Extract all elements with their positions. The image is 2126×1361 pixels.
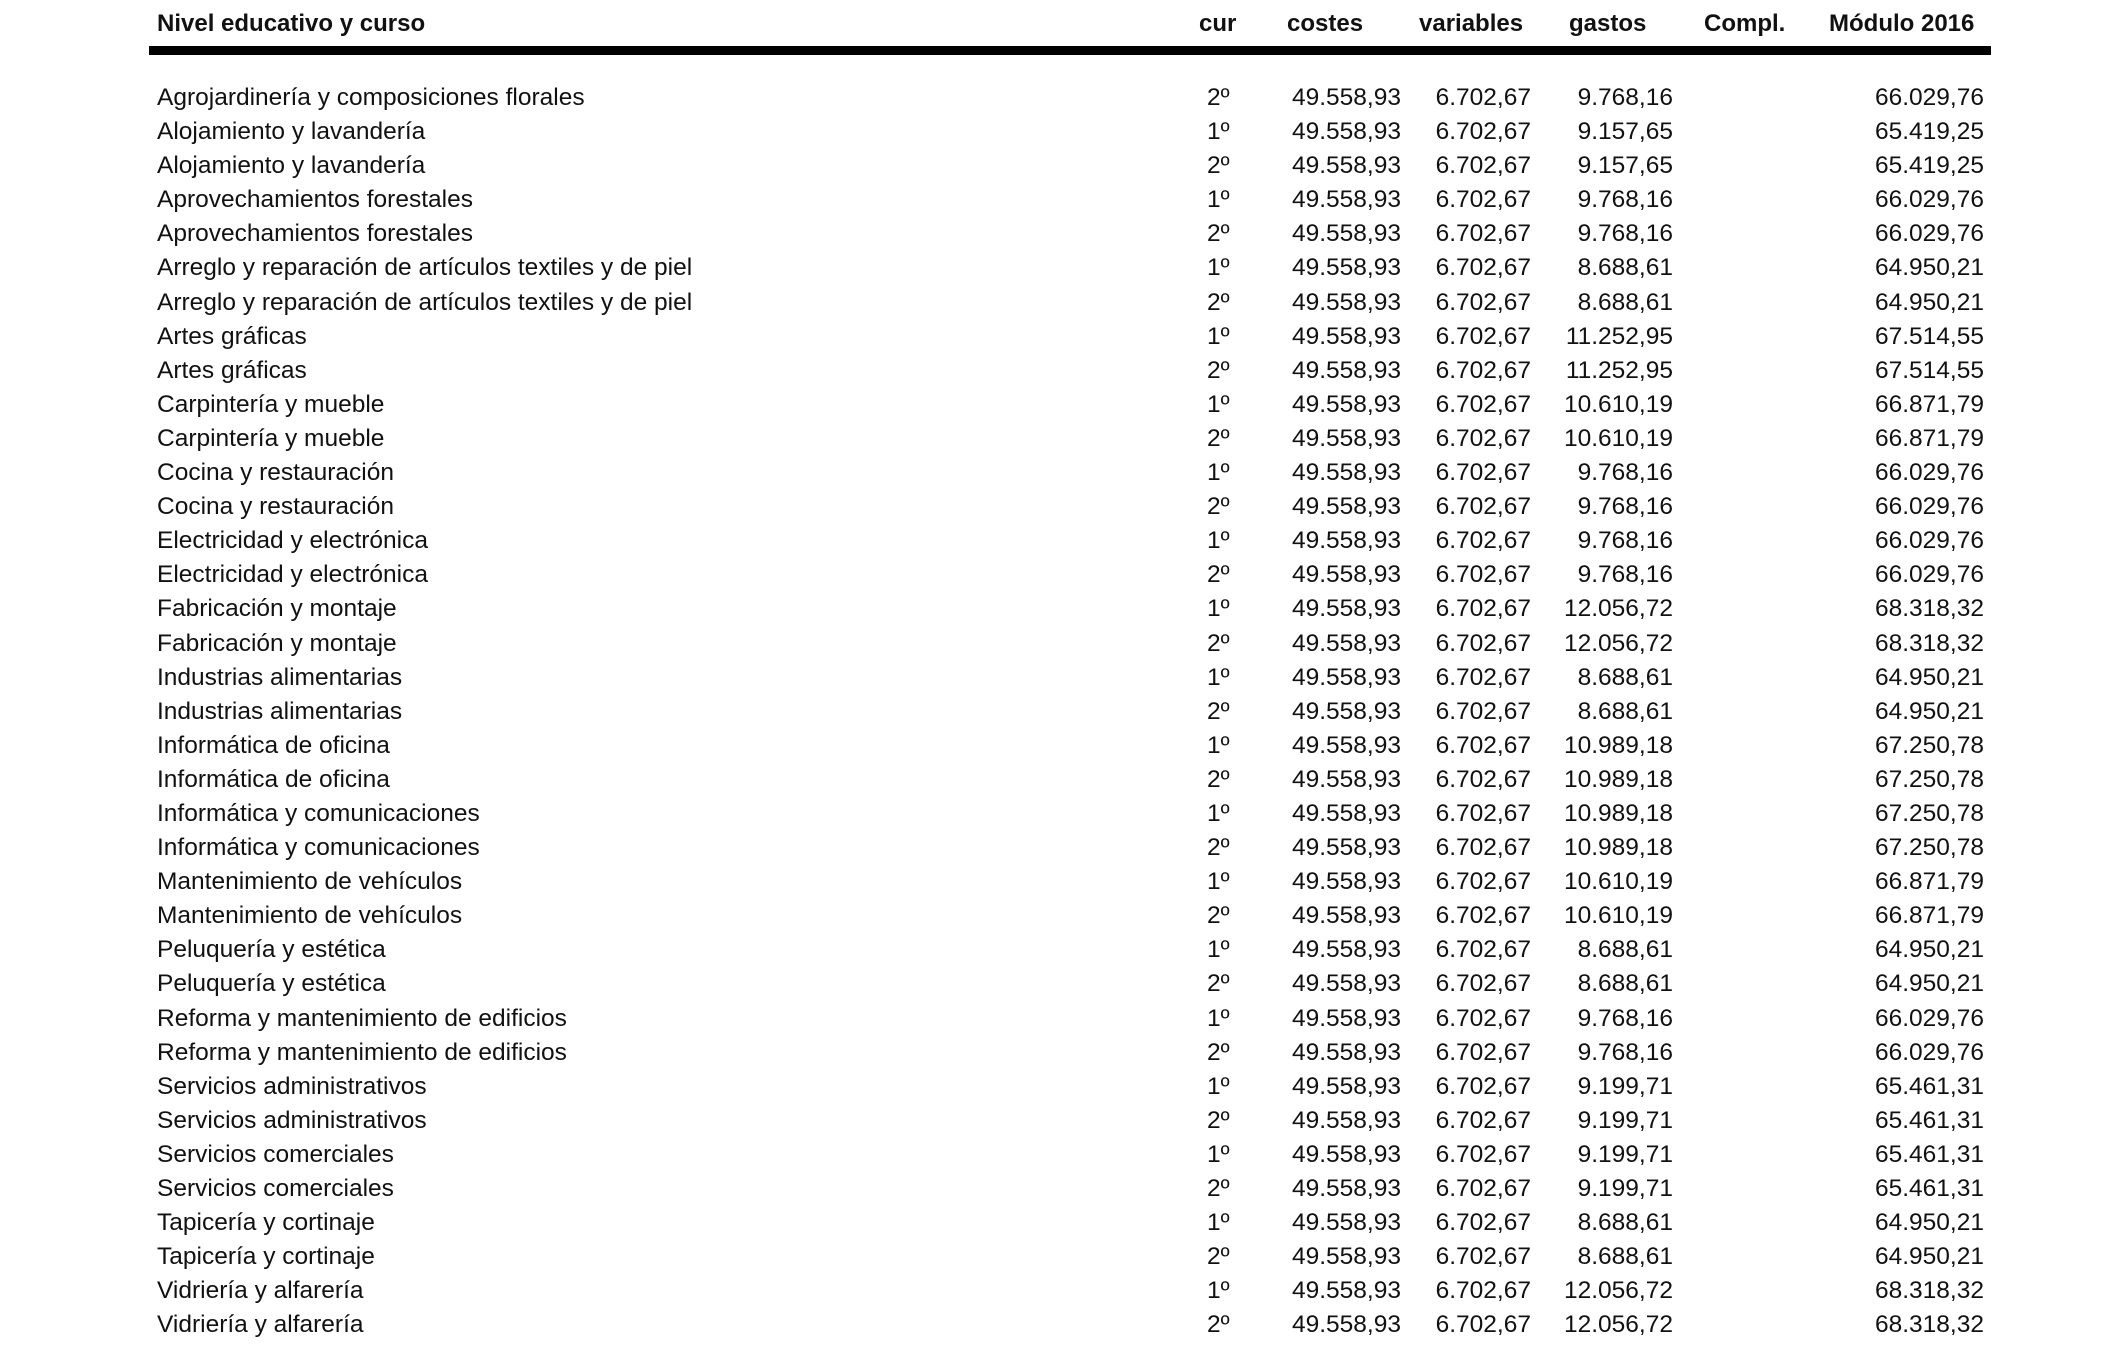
cell-costes: 49.558,93 [1292,1311,1401,1339]
header-rule [149,46,1991,55]
cell-variables: 6.702,67 [1435,493,1531,521]
table-row [149,1309,1991,1343]
cell-modulo: 64.950,21 [1875,1243,1984,1271]
cell-cur: 2º [1207,561,1230,589]
table-row [149,525,1991,559]
cell-variables: 6.702,67 [1435,868,1531,896]
cell-gastos: 9.199,71 [1577,1106,1673,1134]
cell-cur: 2º [1207,152,1230,180]
cell-variables: 6.702,67 [1435,1277,1531,1305]
cell-gastos: 8.688,61 [1577,254,1673,282]
table-row [149,321,1991,355]
cell-cur: 1º [1207,595,1230,623]
table-row [149,1173,1991,1207]
cell-nivel: Carpintería y mueble [157,390,385,418]
cell-modulo: 64.950,21 [1875,970,1984,998]
cell-nivel: Informática y comunicaciones [157,834,480,862]
cell-gastos: 9.199,71 [1577,1175,1673,1202]
cell-modulo: 66.029,76 [1875,561,1984,589]
table-row [149,218,1991,252]
cell-costes: 49.558,93 [1292,254,1401,282]
cell-nivel: Artes gráficas [157,356,307,384]
cell-costes: 49.558,93 [1292,799,1401,827]
header-modulo-2016: Módulo 2016 [1829,10,1975,37]
cell-nivel: Industrias alimentarias [157,663,403,691]
cell-costes: 49.558,93 [1292,1004,1401,1032]
table-row [149,1275,1991,1309]
cell-costes: 49.558,93 [1292,663,1401,691]
cell-nivel: Arreglo y reparación de artículos textiles y de piel [157,254,693,282]
cell-nivel: Fabricación y montaje [157,629,397,657]
cell-costes: 49.558,93 [1292,1106,1401,1134]
table-row [149,287,1991,321]
cell-variables: 6.702,67 [1435,1140,1531,1168]
cell-gastos: 9.199,71 [1577,1072,1673,1100]
cell-variables: 6.702,67 [1435,1004,1531,1032]
cell-costes: 49.558,93 [1292,834,1401,862]
cell-modulo: 66.029,76 [1875,459,1984,487]
cell-costes: 49.558,93 [1292,1209,1401,1237]
cell-modulo: 65.461,31 [1875,1072,1984,1100]
cell-cur: 2º [1207,1175,1230,1202]
cell-cur: 2º [1207,1311,1230,1339]
cell-variables: 6.702,67 [1435,1209,1531,1237]
cell-variables: 6.702,67 [1435,118,1531,146]
cell-nivel: Informática y comunicaciones [157,799,480,827]
table-row [149,832,1991,866]
header-costes: costes [1287,10,1364,37]
cell-costes: 49.558,93 [1292,561,1401,589]
cell-modulo: 67.250,78 [1875,799,1984,827]
cell-modulo: 68.318,32 [1875,629,1984,657]
cell-costes: 49.558,93 [1292,731,1401,759]
cell-nivel: Tapicería y cortinaje [157,1209,375,1237]
table-row [149,900,1991,934]
cell-variables: 6.702,67 [1435,731,1531,759]
table-row [149,866,1991,900]
cell-costes: 49.558,93 [1292,970,1401,998]
cell-nivel: Electricidad y electrónica [157,527,428,555]
module-table [149,0,1991,1339]
cell-nivel: Cocina y restauración [157,459,394,487]
cell-variables: 6.702,67 [1435,1038,1531,1066]
cell-costes: 49.558,93 [1292,390,1401,418]
cell-variables: 6.702,67 [1435,288,1531,316]
cell-gastos: 8.688,61 [1577,288,1673,316]
cell-nivel: Industrias alimentarias [157,697,403,725]
cell-gastos: 9.768,16 [1577,186,1673,214]
cell-cur: 2º [1207,629,1230,657]
cell-variables: 6.702,67 [1435,459,1531,487]
table-row [149,150,1991,184]
cell-cur: 1º [1207,936,1230,964]
cell-variables: 6.702,67 [1435,220,1531,248]
cell-modulo: 67.250,78 [1875,834,1984,862]
table-row [149,1071,1991,1105]
table-row [149,82,1991,116]
cell-variables: 6.702,67 [1435,1072,1531,1100]
cell-variables: 6.702,67 [1435,527,1531,555]
cell-modulo: 67.514,55 [1875,356,1984,384]
cell-variables: 6.702,67 [1435,1311,1531,1339]
cell-gastos: 10.610,19 [1564,424,1673,452]
cell-variables: 6.702,67 [1435,629,1531,657]
cell-modulo: 64.950,21 [1875,288,1984,316]
cell-gastos: 8.688,61 [1577,970,1673,998]
cell-nivel: Alojamiento y lavandería [157,118,426,146]
cell-cur: 2º [1207,1038,1230,1066]
cell-costes: 49.558,93 [1292,1140,1401,1168]
cell-nivel: Vidriería y alfarería [157,1277,364,1305]
header-variables: variables [1419,10,1524,37]
cell-variables: 6.702,67 [1435,152,1531,180]
cell-modulo: 64.950,21 [1875,1209,1984,1237]
cell-nivel: Aprovechamientos forestales [157,220,473,248]
cell-gastos: 9.768,16 [1577,1038,1673,1066]
cell-nivel: Vidriería y alfarería [157,1311,364,1339]
cell-variables: 6.702,67 [1435,697,1531,725]
cell-modulo: 66.029,76 [1875,220,1984,248]
cell-variables: 6.702,67 [1435,834,1531,862]
cell-gastos: 12.056,72 [1564,1277,1673,1305]
cell-nivel: Reforma y mantenimiento de edificios [157,1038,567,1066]
table-row [149,423,1991,457]
cell-gastos: 9.768,16 [1577,561,1673,589]
cell-variables: 6.702,67 [1435,561,1531,589]
cell-gastos: 10.989,18 [1564,731,1673,759]
cell-cur: 1º [1207,1004,1230,1032]
cell-costes: 49.558,93 [1292,902,1401,930]
table-row [149,389,1991,423]
cell-cur: 1º [1207,1209,1230,1237]
cell-cur: 1º [1207,118,1230,146]
cell-nivel: Servicios administrativos [157,1072,427,1100]
cell-nivel: Electricidad y electrónica [157,561,428,589]
cell-nivel: Aprovechamientos forestales [157,186,473,214]
cell-costes: 49.558,93 [1292,84,1401,111]
cell-variables: 6.702,67 [1435,595,1531,623]
cell-costes: 49.558,93 [1292,1175,1401,1202]
header-cur: cur [1199,10,1237,37]
cell-modulo: 66.029,76 [1875,186,1984,214]
cell-gastos: 10.989,18 [1564,765,1673,793]
cell-variables: 6.702,67 [1435,1175,1531,1202]
cell-modulo: 66.871,79 [1875,902,1984,930]
cell-costes: 49.558,93 [1292,595,1401,623]
cell-nivel: Reforma y mantenimiento de edificios [157,1004,567,1032]
table-row [149,662,1991,696]
cell-nivel: Carpintería y mueble [157,424,385,452]
cell-variables: 6.702,67 [1435,1243,1531,1271]
cell-variables: 6.702,67 [1435,424,1531,452]
cell-modulo: 65.419,25 [1875,152,1984,180]
table-row [149,457,1991,491]
cell-variables: 6.702,67 [1435,902,1531,930]
table-row [149,491,1991,525]
cell-cur: 2º [1207,902,1230,930]
cell-variables: 6.702,67 [1435,322,1531,350]
cell-gastos: 9.199,71 [1577,1140,1673,1168]
cell-gastos: 9.157,65 [1577,118,1673,146]
cell-costes: 49.558,93 [1292,322,1401,350]
table-row [149,934,1991,968]
table-header [149,0,1991,52]
cell-variables: 6.702,67 [1435,390,1531,418]
cell-costes: 49.558,93 [1292,220,1401,248]
cell-modulo: 66.029,76 [1875,493,1984,521]
cell-cur: 1º [1207,186,1230,214]
cell-gastos: 12.056,72 [1564,595,1673,623]
cell-nivel: Tapicería y cortinaje [157,1243,375,1271]
cell-modulo: 67.250,78 [1875,731,1984,759]
cell-modulo: 65.461,31 [1875,1140,1984,1168]
cell-modulo: 66.871,79 [1875,424,1984,452]
cell-cur: 2º [1207,288,1230,316]
cell-cur: 2º [1207,765,1230,793]
table-row [149,252,1991,286]
table-row [149,1139,1991,1173]
cell-nivel: Cocina y restauración [157,493,394,521]
table-row [149,798,1991,832]
cell-costes: 49.558,93 [1292,765,1401,793]
cell-modulo: 64.950,21 [1875,663,1984,691]
cell-nivel: Servicios comerciales [157,1175,394,1202]
cell-costes: 49.558,93 [1292,629,1401,657]
cell-costes: 49.558,93 [1292,936,1401,964]
table-row [149,1105,1991,1139]
cell-nivel: Arreglo y reparación de artículos textiles y de piel [157,288,693,316]
cell-cur: 1º [1207,322,1230,350]
table-row [149,968,1991,1002]
cell-costes: 49.558,93 [1292,152,1401,180]
cell-gastos: 8.688,61 [1577,663,1673,691]
cell-cur: 2º [1207,970,1230,998]
cell-cur: 2º [1207,697,1230,725]
cell-cur: 1º [1207,1072,1230,1100]
cell-cur: 2º [1207,834,1230,862]
table-row [149,730,1991,764]
cell-modulo: 68.318,32 [1875,1277,1984,1305]
cell-cur: 1º [1207,663,1230,691]
cell-cur: 2º [1207,84,1230,111]
table-row [149,1241,1991,1275]
cell-modulo: 66.871,79 [1875,390,1984,418]
cell-costes: 49.558,93 [1292,1038,1401,1066]
cell-variables: 6.702,67 [1435,663,1531,691]
table-row [149,355,1991,389]
cell-cur: 1º [1207,731,1230,759]
cell-gastos: 8.688,61 [1577,936,1673,964]
cell-nivel: Fabricación y montaje [157,595,397,623]
cell-cur: 1º [1207,1140,1230,1168]
table-body [149,82,1991,1343]
cell-modulo: 64.950,21 [1875,936,1984,964]
cell-gastos: 9.768,16 [1577,459,1673,487]
cell-costes: 49.558,93 [1292,1277,1401,1305]
cell-variables: 6.702,67 [1435,765,1531,793]
cell-gastos: 11.252,95 [1565,356,1673,384]
cell-variables: 6.702,67 [1435,356,1531,384]
table-row [149,116,1991,150]
cell-modulo: 64.950,21 [1875,697,1984,725]
cell-gastos: 10.989,18 [1564,799,1673,827]
cell-gastos: 9.768,16 [1577,493,1673,521]
cell-variables: 6.702,67 [1435,936,1531,964]
cell-cur: 2º [1207,493,1230,521]
cell-costes: 49.558,93 [1292,1072,1401,1100]
cell-variables: 6.702,67 [1435,254,1531,282]
cell-nivel: Alojamiento y lavandería [157,152,426,180]
cell-nivel: Agrojardinería y composiciones florales [157,84,585,111]
cell-variables: 6.702,67 [1435,970,1531,998]
cell-gastos: 10.610,19 [1564,868,1673,896]
cell-cur: 1º [1207,527,1230,555]
cell-gastos: 8.688,61 [1577,697,1673,725]
table-row [149,559,1991,593]
cell-nivel: Servicios administrativos [157,1106,427,1134]
header-nivel-educativo: Nivel educativo y curso [157,10,426,37]
cell-modulo: 67.514,55 [1875,322,1984,350]
cell-nivel: Informática de oficina [157,765,390,793]
cell-modulo: 67.250,78 [1875,765,1984,793]
cell-nivel: Peluquería y estética [157,970,386,998]
header-gastos: gastos [1569,10,1647,37]
cell-cur: 1º [1207,390,1230,418]
table-row [149,1037,1991,1071]
cell-cur: 2º [1207,1106,1230,1134]
cell-cur: 1º [1207,459,1230,487]
header-compl: Compl. [1704,10,1786,37]
cell-costes: 49.558,93 [1292,424,1401,452]
cell-cur: 2º [1207,1243,1230,1271]
cell-cur: 1º [1207,1277,1230,1305]
table-row [149,593,1991,627]
cell-modulo: 66.029,76 [1875,1004,1984,1032]
cell-modulo: 65.461,31 [1875,1106,1984,1134]
cell-gastos: 12.056,72 [1564,629,1673,657]
cell-variables: 6.702,67 [1435,186,1531,214]
cell-costes: 49.558,93 [1292,493,1401,521]
cell-modulo: 64.950,21 [1875,254,1984,282]
cell-gastos: 8.688,61 [1577,1209,1673,1237]
cell-cur: 2º [1207,220,1230,248]
cell-costes: 49.558,93 [1292,186,1401,214]
cell-nivel: Peluquería y estética [157,936,386,964]
table-row [149,696,1991,730]
cell-variables: 6.702,67 [1435,84,1531,111]
cell-cur: 2º [1207,424,1230,452]
cell-modulo: 66.871,79 [1875,868,1984,896]
cell-gastos: 9.157,65 [1577,152,1673,180]
cell-cur: 1º [1207,799,1230,827]
cell-nivel: Informática de oficina [157,731,390,759]
cell-gastos: 10.610,19 [1564,902,1673,930]
cell-costes: 49.558,93 [1292,868,1401,896]
cell-modulo: 66.029,76 [1875,527,1984,555]
cell-gastos: 9.768,16 [1577,220,1673,248]
cell-cur: 1º [1207,254,1230,282]
cell-costes: 49.558,93 [1292,697,1401,725]
cell-gastos: 11.252,95 [1565,322,1673,350]
cell-variables: 6.702,67 [1435,799,1531,827]
table-row [149,764,1991,798]
cell-nivel: Servicios comerciales [157,1140,394,1168]
cell-modulo: 68.318,32 [1875,595,1984,623]
cell-costes: 49.558,93 [1292,527,1401,555]
cell-nivel: Mantenimiento de vehículos [157,868,463,896]
cell-costes: 49.558,93 [1292,288,1401,316]
cell-costes: 49.558,93 [1292,356,1401,384]
cell-variables: 6.702,67 [1435,1106,1531,1134]
cell-gastos: 10.610,19 [1564,390,1673,418]
cell-gastos: 9.768,16 [1577,1004,1673,1032]
table-row [149,1207,1991,1241]
cell-costes: 49.558,93 [1292,1243,1401,1271]
table-row [149,184,1991,218]
cell-modulo: 66.029,76 [1875,84,1984,111]
cell-gastos: 9.768,16 [1577,84,1673,111]
cell-gastos: 9.768,16 [1577,527,1673,555]
cell-costes: 49.558,93 [1292,118,1401,146]
table-row [149,628,1991,662]
cell-cur: 2º [1207,356,1230,384]
cell-gastos: 10.989,18 [1564,834,1673,862]
table-row [149,1003,1991,1037]
cell-modulo: 65.419,25 [1875,118,1984,146]
cell-cur: 1º [1207,868,1230,896]
cell-nivel: Mantenimiento de vehículos [157,902,463,930]
cell-modulo: 65.461,31 [1875,1175,1984,1202]
cell-modulo: 66.029,76 [1875,1038,1984,1066]
cell-modulo: 68.318,32 [1875,1311,1984,1339]
cell-gastos: 8.688,61 [1577,1243,1673,1271]
cell-gastos: 12.056,72 [1564,1311,1673,1339]
cell-costes: 49.558,93 [1292,459,1401,487]
cell-nivel: Artes gráficas [157,322,307,350]
